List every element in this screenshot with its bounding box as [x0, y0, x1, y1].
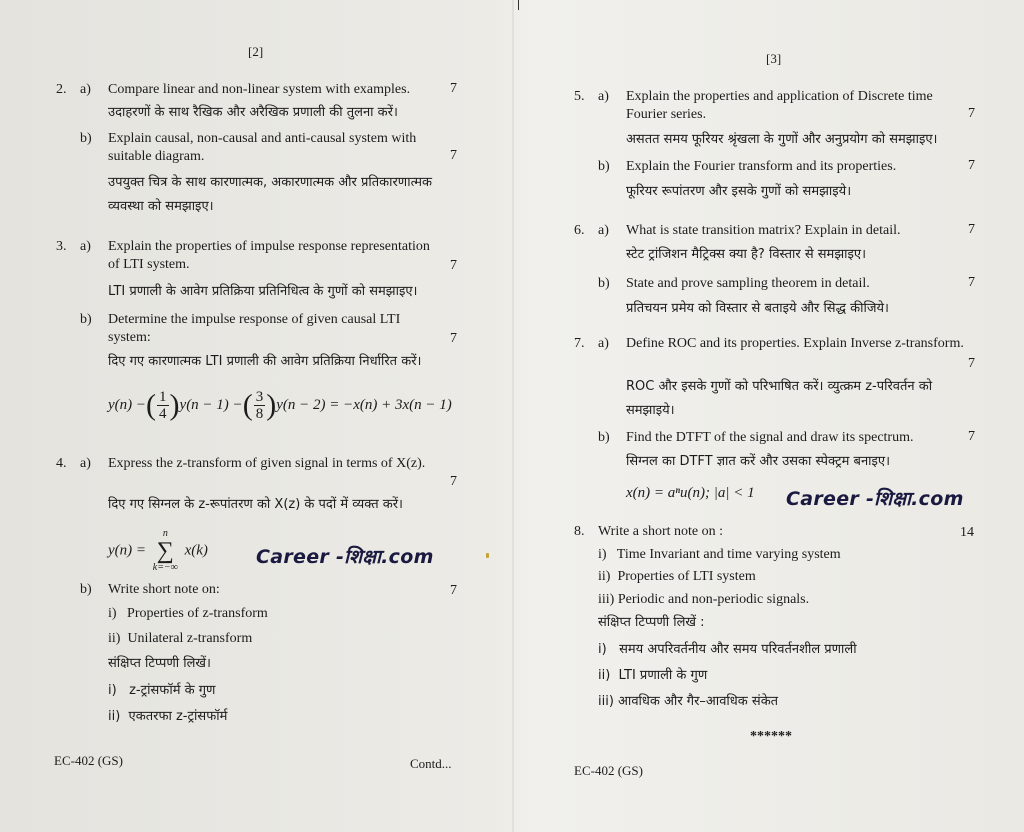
list-item-hindi: i) z-ट्रांसफॉर्म के गुण	[108, 683, 216, 698]
question-text-hindi: दिए गए सिग्नल के z-रूपांतरण को X(z) के पदों में व्यक्त करें।	[108, 497, 403, 512]
marks: 7	[450, 81, 457, 96]
question-text-hindi: उदाहरणों के साथ रैखिक और अरैखिक प्रणाली की तुलना करें।	[108, 105, 398, 120]
list-item: ii) Unilateral z-transform	[108, 631, 253, 646]
page-number: [3]	[766, 51, 782, 66]
footer-code: EC-402 (GS)	[54, 753, 123, 768]
watermark-logo: Career -शिक्षा.com	[786, 488, 964, 510]
part-label: a)	[598, 223, 609, 238]
question-number: 2.	[56, 82, 67, 97]
question-text-hindi: ROC और इसके गुणों को परिभाषित करें। व्युत्क्रम z-परिवर्तन को	[626, 379, 933, 394]
question-text-hindi: प्रतिचयन प्रमेय को विस्तार से बताइये और सिद्ध कीजिये।	[626, 301, 889, 316]
footer-contd: Contd...	[410, 756, 452, 771]
list-item-hindi: ii) LTI प्रणाली के गुण	[598, 668, 708, 683]
question-text: Fourier series.	[626, 107, 707, 122]
question-text: suitable diagram.	[108, 149, 205, 164]
fraction-numerator: 1	[159, 389, 167, 405]
marks: 7	[450, 583, 457, 598]
part-label: b)	[80, 582, 92, 597]
list-item-hindi: i) समय अपरिवर्तनीय और समय परिवर्तनशील प्रणाली	[598, 642, 857, 657]
question-text-hindi: उपयुक्त चित्र के साथ कारणात्मक, अकारणात्मक और प्रतिकारणात्मक	[108, 175, 432, 190]
fraction-denominator: 4	[159, 406, 167, 422]
question-text: Express the z-transform of given signal in terms of X(z).	[108, 456, 426, 471]
right-page	[512, 0, 1024, 832]
list-item-hindi: iii) आवधिक और गैर–आवधिक संकेत	[598, 694, 779, 709]
eq-term: y(n) =	[108, 542, 147, 559]
paper-speck	[486, 553, 489, 558]
question-text-hindi: संक्षिप्त टिप्पणी लिखें :	[598, 615, 705, 630]
question-text-hindi: फूरियर रूपांतरण और इसके गुणों को समझाइये।	[626, 184, 852, 199]
question-text-hindi: LTI प्रणाली के आवेग प्रतिक्रिया प्रतिनिधित्व के गुणों को समझाइए।	[108, 284, 418, 299]
eq-term: y(n − 1) −	[179, 396, 243, 413]
question-text-hindi: दिए गए कारणात्मक LTI प्रणाली की आवेग प्रतिक्रिया निर्धारित करें।	[108, 354, 422, 369]
part-label: b)	[598, 159, 610, 174]
end-mark: ******	[750, 729, 792, 744]
question-text-hindi: व्यवस्था को समझाइए।	[108, 199, 214, 214]
part-label: a)	[80, 239, 91, 254]
marks: 7	[968, 222, 975, 237]
eq-term: x(k)	[184, 542, 208, 559]
question-text: State and prove sampling theorem in detail.	[626, 276, 870, 291]
list-item: i) Properties of z-transform	[108, 606, 268, 621]
question-text: Write a short note on :	[598, 524, 724, 539]
part-label: a)	[80, 82, 91, 97]
difference-equation: y(n) −( $\frac{1}{4}$ )y(n − 1) −( $\frac{3}{8}$ )y(n − 2) = −x(n) + 3x(n − 1)	[108, 388, 452, 422]
part-label: b)	[598, 276, 610, 291]
marks: 7	[450, 474, 457, 489]
question-number: 3.	[56, 239, 67, 254]
question-text: Explain the Fourier transform and its properties.	[626, 159, 897, 174]
question-number: 6.	[574, 223, 585, 238]
eq-term: y(n) −	[108, 396, 147, 413]
sum-lower-limit: k=−∞	[152, 562, 178, 573]
dtft-signal-equation: x(n) = aⁿu(n); |a| < 1	[626, 485, 755, 501]
list-item: i) Time Invariant and time varying system	[598, 547, 841, 562]
part-label: b)	[80, 131, 92, 146]
marks: 7	[450, 258, 457, 273]
list-item: ii) Properties of LTI system	[598, 569, 756, 584]
question-number: 8.	[574, 524, 585, 539]
question-text: Find the DTFT of the signal and draw its spectrum.	[626, 430, 914, 445]
question-text: Write short note on:	[108, 582, 220, 597]
question-text-hindi: स्टेट ट्रांजिशन मैट्रिक्स क्या है? विस्तार से समझाइए।	[626, 247, 867, 262]
question-text-hindi: असतत समय फूरियर श्रृंखला के गुणों और अनुप्रयोग को समझाइए।	[626, 132, 938, 147]
question-text: What is state transition matrix? Explain in detail.	[626, 223, 901, 238]
fraction-numerator: 3	[255, 389, 264, 405]
fraction-denominator: 8	[255, 406, 264, 422]
part-label: a)	[598, 336, 609, 351]
fraction	[254, 389, 266, 422]
question-text: Explain the properties and application of Discrete time	[626, 89, 933, 104]
question-number: 7.	[574, 336, 585, 351]
summation-equation	[108, 528, 208, 574]
marks: 7	[968, 429, 975, 444]
question-text: Explain causal, non-causal and anti-causal system with	[108, 131, 417, 146]
footer-code: EC-402 (GS)	[574, 763, 643, 778]
watermark-logo: Career -शिक्षा.com	[256, 546, 434, 568]
question-text: Explain the properties of impulse response representation	[108, 239, 430, 254]
marks: 7	[968, 356, 975, 371]
question-text-hindi: संक्षिप्त टिप्पणी लिखें।	[108, 656, 211, 671]
marks: 7	[968, 158, 975, 173]
question-number: 4.	[56, 456, 67, 471]
question-number: 5.	[574, 89, 585, 104]
question-text: of LTI system.	[108, 257, 190, 272]
sigma: ∑	[156, 538, 174, 564]
question-text-hindi: सिग्नल का DTFT ज्ञात करें और उसका स्पेक्ट्रम बनाइए।	[626, 454, 891, 469]
question-text-hindi: समझाइये।	[626, 403, 675, 418]
question-text: Determine the impulse response of given causal LTI	[108, 312, 401, 327]
part-label: b)	[598, 430, 610, 445]
summation-symbol	[153, 528, 178, 574]
list-item-hindi: ii) एकतरफा z-ट्रांसफॉर्म	[108, 709, 228, 724]
question-text: Compare linear and non-linear system with examples.	[108, 82, 411, 97]
marks: 7	[450, 331, 457, 346]
marks: 7	[968, 106, 975, 121]
marks: 7	[450, 148, 457, 163]
part-label: a)	[80, 456, 91, 471]
part-label: a)	[598, 89, 609, 104]
question-text: system:	[108, 330, 151, 345]
question-text: Define ROC and its properties. Explain Inverse z-transform.	[626, 336, 964, 351]
sum-upper-limit: n	[162, 528, 168, 539]
marks: 7	[968, 275, 975, 290]
eq-term: y(n − 2) = −x(n) + 3x(n − 1)	[276, 396, 452, 413]
page-number: [2]	[248, 44, 264, 59]
fraction	[157, 389, 169, 422]
part-label: b)	[80, 312, 92, 327]
list-item: iii) Periodic and non-periodic signals.	[598, 592, 810, 607]
marks: 14	[960, 525, 974, 540]
